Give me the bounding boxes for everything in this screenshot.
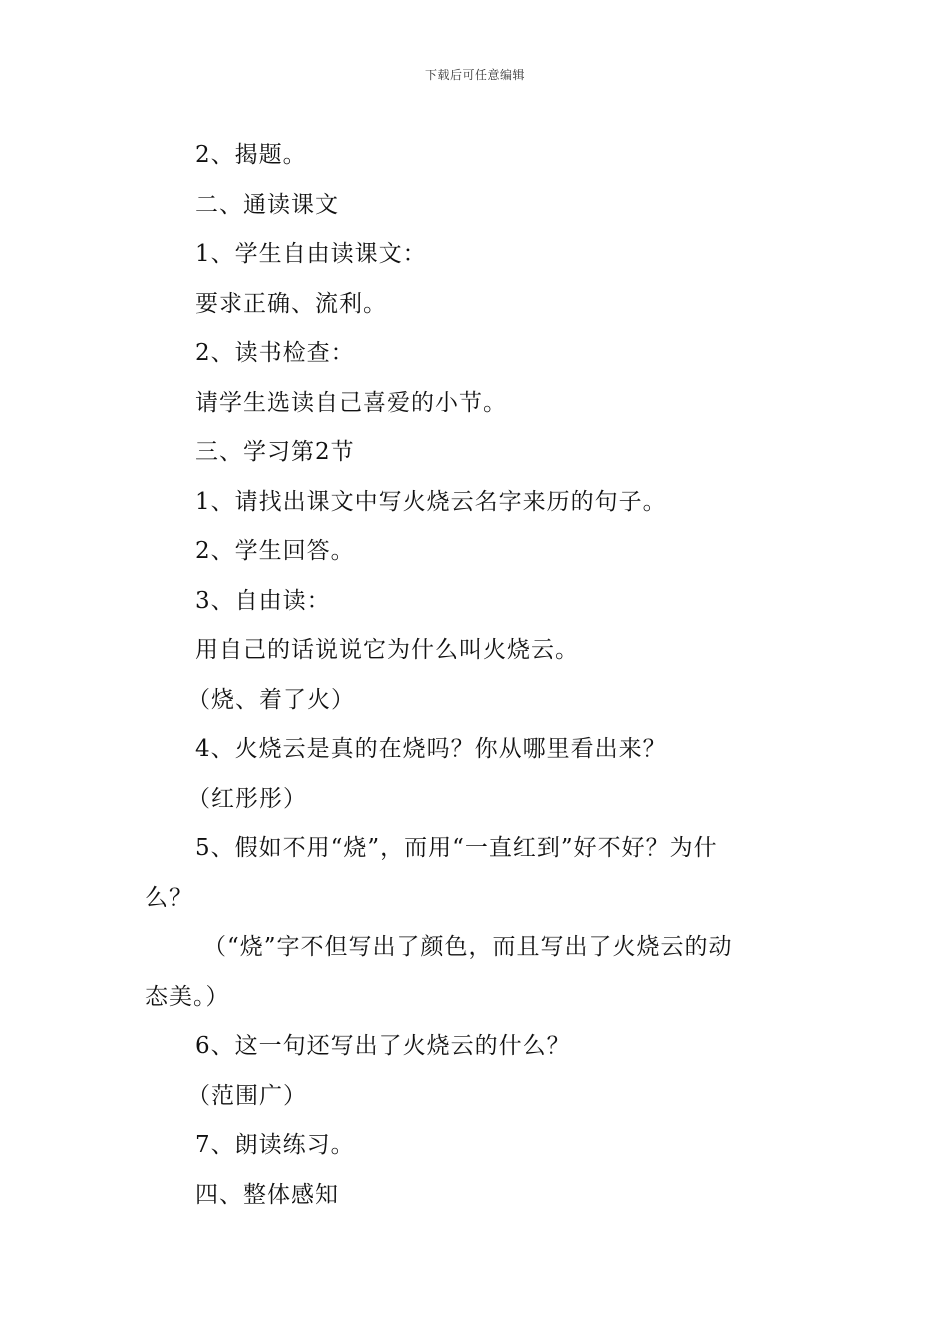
answer-note: （烧、着了火） bbox=[187, 686, 355, 713]
section-heading: 四、整体感知 bbox=[195, 1181, 339, 1208]
text-line-continuation: 么？ bbox=[145, 884, 193, 911]
section-heading: 三、学习第2节 bbox=[195, 439, 355, 465]
text-line: 7、朗读练习。 bbox=[195, 1132, 355, 1158]
answer-note: （“烧”字不但写出了颜色，而且写出了火烧云的动 bbox=[203, 934, 733, 960]
text-line: 用自己的话说说它为什么叫火烧云。 bbox=[195, 637, 579, 663]
page-header: 下载后可任意编辑 bbox=[424, 68, 525, 82]
answer-note: （范围广） bbox=[187, 1082, 307, 1109]
document-body bbox=[145, 131, 815, 1220]
answer-note: （红彤彤） bbox=[187, 785, 307, 812]
text-line: 要求正确、流利。 bbox=[195, 290, 387, 317]
text-line: 1、请找出课文中写火烧云名字来历的句子。 bbox=[195, 488, 667, 515]
text-line: 3、自由读： bbox=[195, 587, 331, 614]
text-line: 6、这一句还写出了火烧云的什么？ bbox=[195, 1033, 571, 1059]
text-line: 5、假如不用“烧”，而用“一直红到”好不好？为什 bbox=[195, 835, 718, 861]
text-line: 2、揭题。 bbox=[195, 142, 307, 168]
text-line-continuation: 态美。） bbox=[145, 983, 230, 1010]
text-line: 4、火烧云是真的在烧吗？你从哪里看出来？ bbox=[195, 736, 667, 762]
text-line: 2、读书检查： bbox=[195, 340, 355, 366]
text-line: 2、学生回答。 bbox=[195, 538, 355, 564]
text-line: 请学生选读自己喜爱的小节。 bbox=[195, 389, 507, 416]
text-line: 1、学生自由读课文： bbox=[195, 241, 427, 267]
section-heading: 二、通读课文 bbox=[195, 191, 339, 218]
